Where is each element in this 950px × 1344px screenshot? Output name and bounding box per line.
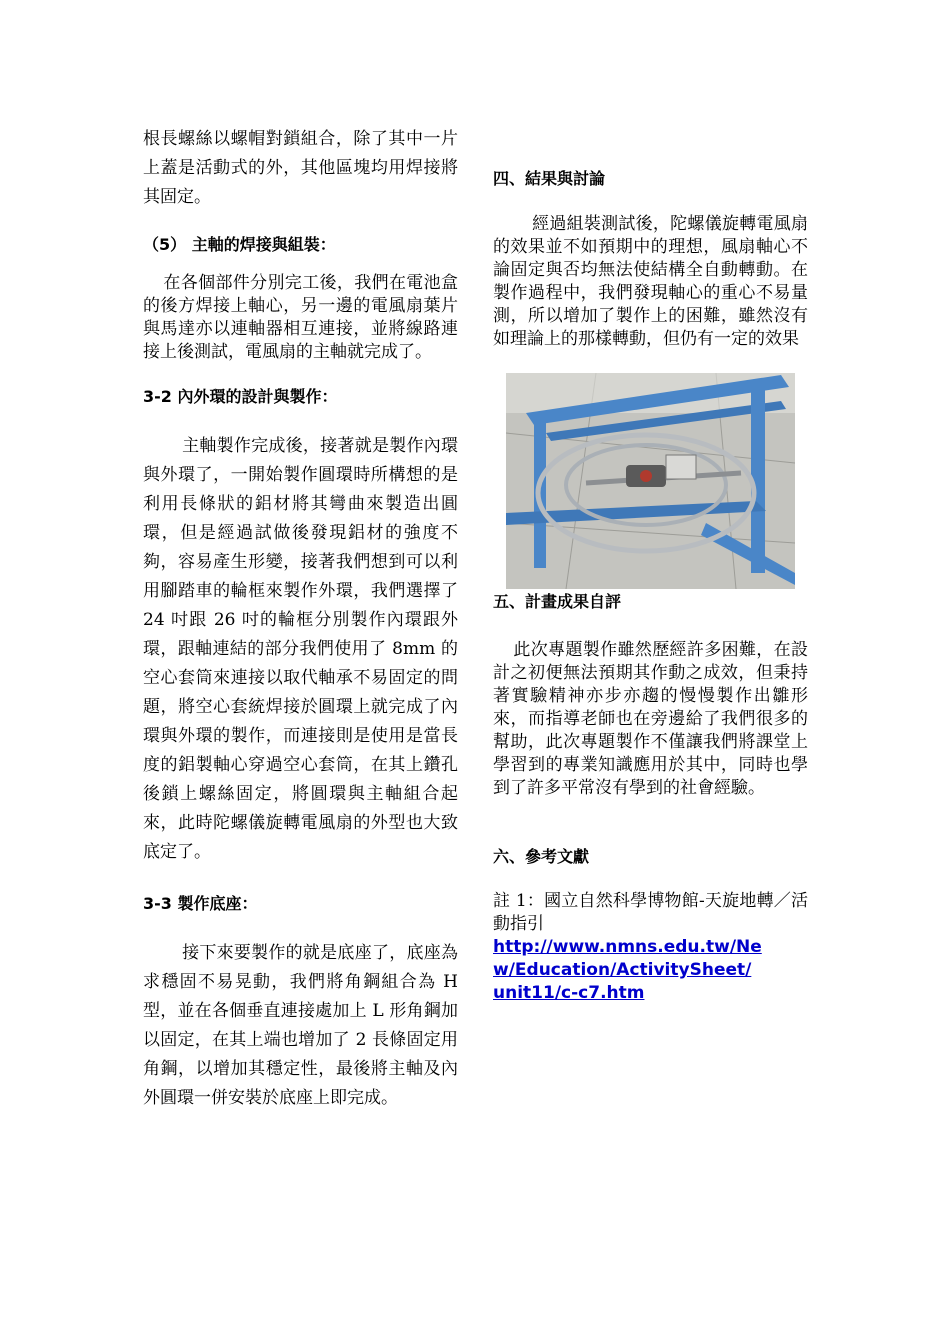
section-6-heading: 六、參考文獻 [493,847,590,866]
section-3-3-body: 接下來要製作的就是底座了，底座為求穩固不易晃動，我們將角鋼組合為 H 型，並在各個垂直連接處加上 L 形角鋼加以固定，在其上端也增加了 2 長條固定用角鋼，以增加其穩定性，最後將主軸及內外圓環一併安裝於底座上即完成。 [143,943,458,1108]
section-4-heading: 四、結果與討論 [493,169,606,188]
gyroscope-fan-illustration [506,373,795,589]
reference-note: 註 1：國立自然科學博物館-天旋地轉／活動指引 [493,891,808,934]
section-3-3-heading: 3-3 製作底座： [143,894,258,913]
section-3-2-body: 主軸製作完成後，接著就是製作內環與外環了，一開始製作圓環時所構想的是利用長條狀的鋁材將其彎曲來製造出圓環，但是經過試做後發現鋁材的強度不夠，容易產生形變，接著我們想到可以利用腳踏車的輪框來製作外環，我們選擇了 24 吋跟 26 吋的輪框分別製作內環跟外環，跟軸連結的部分我們使用了 8mm 的空心套筒來連接以取代軸承不易固定的問題，將空心套統焊接於圓環上就完成了內環與外環的製作，而連接則是使用是當長度的鋁製軸心穿過空心套筒，在其上鑽孔後鎖上螺絲固定，將圓環與主軸組合起來，此時陀螺儀旋轉電風扇的外型也大致底定了。 [143,436,458,862]
section-4-body: 經過組裝測試後，陀螺儀旋轉電風扇的效果並不如預期中的理想，風扇軸心不論固定與否均無法使結構全自動轉動。在製作過程中，我們發現軸心的重心不易量測，所以增加了製作上的困難，雖然沒有如理論上的那樣轉動，但仍有一定的效果 [493,214,808,349]
intro-paragraph: 根長螺絲以螺帽對鎖組合，除了其中一片上蓋是活動式的外，其他區塊均用焊接將其固定。 [143,129,458,207]
section-5-heading: （5） 主軸的焊接與組裝： [143,235,336,254]
gyroscope-fan-photo [506,373,795,589]
section-5-self-evaluation-heading: 五、計畫成果自評 [493,592,622,611]
reference-link[interactable]: http://www.nmns.edu.tw/New/Education/ActivitySheet/unit11/c-c7.htm [493,937,762,1003]
left-column [143,125,458,1113]
battery-box [666,455,696,479]
section-5-body: 在各個部件分別完工後，我們在電池盒的後方焊接上軸心，另一邊的電風扇葉片與馬達亦以連軸器相互連接，並將線路連接上後測試，電風扇的主軸就完成了。 [143,273,458,362]
right-column [493,168,808,1005]
section-5-self-evaluation-body: 此次專題製作雖然歷經許多困難，在設計之初便無法預期其作動之成效，但秉持著實驗精神亦步亦趨的慢慢製作出雛形來，而指導老師也在旁邊給了我們很多的幫助，此次專題製作不僅讓我們將課堂上學習到的專業知識應用於其中，同時也學到了許多平常沒有學到的社會經驗。 [493,640,808,798]
section-3-2-heading: 3-2 內外環的設計與製作： [143,387,338,406]
